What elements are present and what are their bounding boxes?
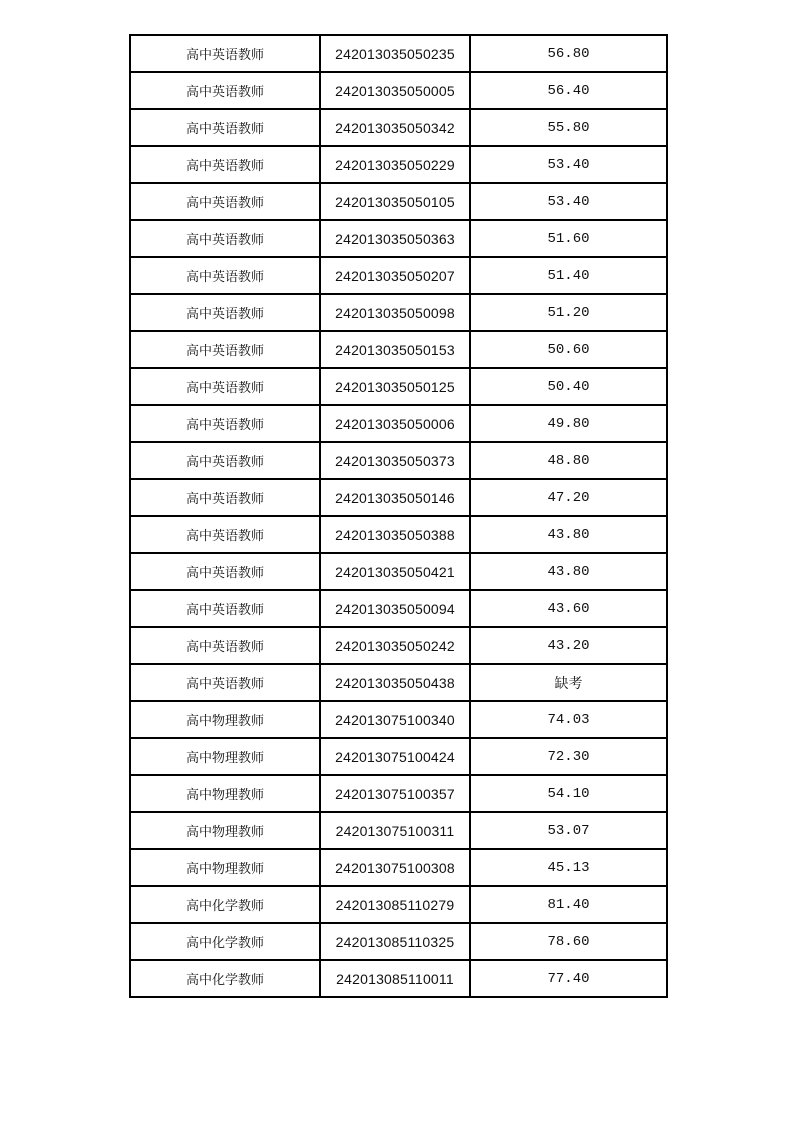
score-table [129, 34, 668, 998]
exam-id-cell: 242013035050105 [320, 183, 470, 220]
table-row [130, 627, 667, 664]
score-cell: 缺考 [470, 664, 667, 701]
post-cell: 高中英语教师 [130, 368, 320, 405]
post-cell: 高中物理教师 [130, 775, 320, 812]
table-row [130, 923, 667, 960]
exam-id-cell: 242013035050388 [320, 516, 470, 553]
score-cell: 51.60 [470, 220, 667, 257]
table-row [130, 331, 667, 368]
score-cell: 51.40 [470, 257, 667, 294]
score-table-container [129, 34, 668, 998]
exam-id-cell: 242013085110325 [320, 923, 470, 960]
score-cell: 78.60 [470, 923, 667, 960]
table-row [130, 183, 667, 220]
score-cell: 72.30 [470, 738, 667, 775]
post-cell: 高中英语教师 [130, 220, 320, 257]
table-row [130, 109, 667, 146]
table-row [130, 257, 667, 294]
exam-id-cell: 242013075100357 [320, 775, 470, 812]
exam-id-cell: 242013075100308 [320, 849, 470, 886]
post-cell: 高中英语教师 [130, 109, 320, 146]
score-cell: 43.20 [470, 627, 667, 664]
score-cell: 56.40 [470, 72, 667, 109]
exam-id-cell: 242013085110279 [320, 886, 470, 923]
post-cell: 高中物理教师 [130, 701, 320, 738]
exam-id-cell: 242013035050098 [320, 294, 470, 331]
table-row [130, 701, 667, 738]
post-cell: 高中英语教师 [130, 516, 320, 553]
post-cell: 高中物理教师 [130, 738, 320, 775]
post-cell: 高中物理教师 [130, 849, 320, 886]
exam-id-cell: 242013075100340 [320, 701, 470, 738]
table-row [130, 738, 667, 775]
post-cell: 高中化学教师 [130, 960, 320, 997]
post-cell: 高中英语教师 [130, 35, 320, 72]
score-cell: 53.40 [470, 183, 667, 220]
score-cell: 51.20 [470, 294, 667, 331]
score-cell: 48.80 [470, 442, 667, 479]
post-cell: 高中英语教师 [130, 627, 320, 664]
post-cell: 高中英语教师 [130, 331, 320, 368]
table-row [130, 479, 667, 516]
exam-id-cell: 242013035050342 [320, 109, 470, 146]
post-cell: 高中英语教师 [130, 479, 320, 516]
score-cell: 43.80 [470, 553, 667, 590]
table-row [130, 775, 667, 812]
score-cell: 77.40 [470, 960, 667, 997]
table-row [130, 35, 667, 72]
score-cell: 43.80 [470, 516, 667, 553]
score-cell: 55.80 [470, 109, 667, 146]
exam-id-cell: 242013085110011 [320, 960, 470, 997]
exam-id-cell: 242013035050421 [320, 553, 470, 590]
exam-id-cell: 242013035050146 [320, 479, 470, 516]
exam-id-cell: 242013075100311 [320, 812, 470, 849]
score-cell: 81.40 [470, 886, 667, 923]
score-cell: 74.03 [470, 701, 667, 738]
score-cell: 50.60 [470, 331, 667, 368]
score-cell: 50.40 [470, 368, 667, 405]
post-cell: 高中物理教师 [130, 812, 320, 849]
table-row [130, 960, 667, 997]
score-cell: 56.80 [470, 35, 667, 72]
post-cell: 高中英语教师 [130, 590, 320, 627]
table-row [130, 886, 667, 923]
score-cell: 53.07 [470, 812, 667, 849]
exam-id-cell: 242013035050373 [320, 442, 470, 479]
table-row [130, 220, 667, 257]
exam-id-cell: 242013035050438 [320, 664, 470, 701]
table-row [130, 442, 667, 479]
post-cell: 高中英语教师 [130, 183, 320, 220]
post-cell: 高中英语教师 [130, 294, 320, 331]
exam-id-cell: 242013035050363 [320, 220, 470, 257]
score-cell: 53.40 [470, 146, 667, 183]
exam-id-cell: 242013035050094 [320, 590, 470, 627]
table-row [130, 405, 667, 442]
post-cell: 高中英语教师 [130, 442, 320, 479]
table-row [130, 146, 667, 183]
post-cell: 高中化学教师 [130, 923, 320, 960]
post-cell: 高中英语教师 [130, 257, 320, 294]
exam-id-cell: 242013035050153 [320, 331, 470, 368]
table-row [130, 368, 667, 405]
table-row [130, 849, 667, 886]
post-cell: 高中英语教师 [130, 664, 320, 701]
table-row [130, 294, 667, 331]
exam-id-cell: 242013035050207 [320, 257, 470, 294]
table-row [130, 553, 667, 590]
score-cell: 43.60 [470, 590, 667, 627]
table-row [130, 590, 667, 627]
exam-id-cell: 242013035050242 [320, 627, 470, 664]
exam-id-cell: 242013035050125 [320, 368, 470, 405]
exam-id-cell: 242013075100424 [320, 738, 470, 775]
exam-id-cell: 242013035050005 [320, 72, 470, 109]
post-cell: 高中英语教师 [130, 146, 320, 183]
exam-id-cell: 242013035050229 [320, 146, 470, 183]
score-cell: 45.13 [470, 849, 667, 886]
score-cell: 49.80 [470, 405, 667, 442]
table-row [130, 516, 667, 553]
exam-id-cell: 242013035050235 [320, 35, 470, 72]
table-row [130, 664, 667, 701]
score-table-body [130, 35, 667, 997]
table-row [130, 72, 667, 109]
post-cell: 高中化学教师 [130, 886, 320, 923]
table-row [130, 812, 667, 849]
post-cell: 高中英语教师 [130, 553, 320, 590]
score-cell: 54.10 [470, 775, 667, 812]
score-cell: 47.20 [470, 479, 667, 516]
exam-id-cell: 242013035050006 [320, 405, 470, 442]
post-cell: 高中英语教师 [130, 405, 320, 442]
post-cell: 高中英语教师 [130, 72, 320, 109]
